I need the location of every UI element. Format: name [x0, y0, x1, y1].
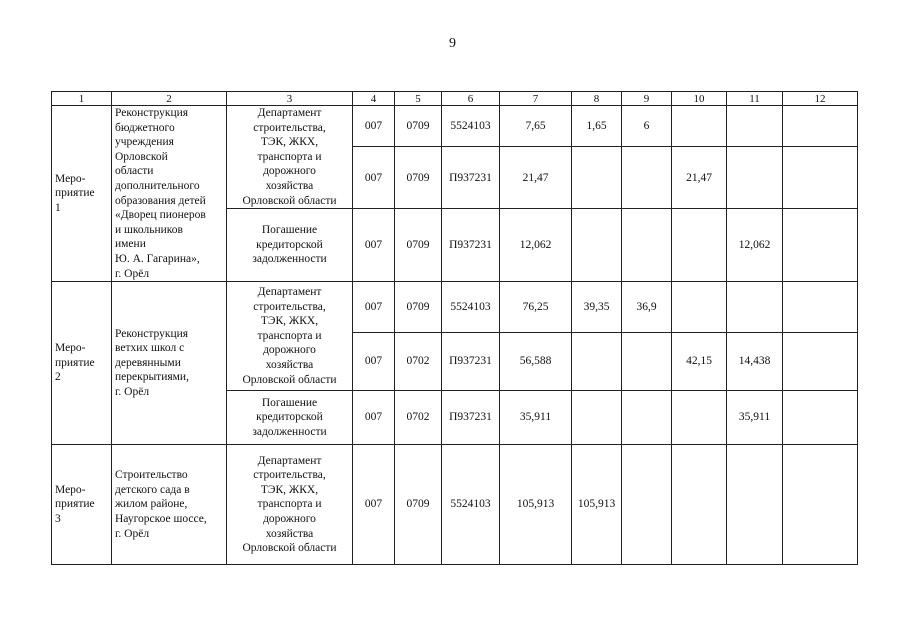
department-cell: Погашение кредиторской задолженности: [227, 391, 353, 445]
cell: 12,062: [727, 209, 783, 282]
cell: П937231: [442, 391, 500, 445]
col-header: 1: [52, 92, 112, 106]
col-header: 3: [227, 92, 353, 106]
department-cell: Департамент строительства, ТЭК, ЖКХ, транспорта и дорожного хозяйства Орловской области: [227, 106, 353, 209]
cell: 76,25: [500, 282, 572, 333]
table-row: [52, 106, 858, 147]
cell: [727, 106, 783, 147]
cell: [783, 147, 858, 209]
cell: [783, 282, 858, 333]
col-header: 4: [353, 92, 395, 106]
cell: [622, 445, 672, 565]
cell: [622, 209, 672, 282]
cell: [672, 445, 727, 565]
table-row: [52, 445, 858, 565]
cell: 56,588: [500, 333, 572, 391]
cell: [783, 391, 858, 445]
cell: 0709: [395, 147, 442, 209]
cell: 0709: [395, 282, 442, 333]
cell: [783, 333, 858, 391]
col-header: 2: [112, 92, 227, 106]
event-label: Меро- приятие 3: [52, 445, 112, 565]
cell: 0702: [395, 333, 442, 391]
col-header: 6: [442, 92, 500, 106]
cell: П937231: [442, 209, 500, 282]
cell: П937231: [442, 147, 500, 209]
cell: [727, 445, 783, 565]
cell: [572, 333, 622, 391]
cell: [783, 445, 858, 565]
event-description: Реконструкция ветхих школ с деревянными перекрытиями, г. Орёл: [112, 282, 227, 445]
cell: [727, 147, 783, 209]
cell: [672, 209, 727, 282]
cell: 14,438: [727, 333, 783, 391]
col-header: 10: [672, 92, 727, 106]
col-header: 7: [500, 92, 572, 106]
cell: 105,913: [572, 445, 622, 565]
cell: 0702: [395, 391, 442, 445]
cell: 007: [353, 333, 395, 391]
header-row: [52, 92, 858, 106]
col-header: 5: [395, 92, 442, 106]
cell: 7,65: [500, 106, 572, 147]
cell: П937231: [442, 333, 500, 391]
cell: 5524103: [442, 106, 500, 147]
cell: 007: [353, 282, 395, 333]
cell: [783, 106, 858, 147]
cell: 007: [353, 445, 395, 565]
cell: 007: [353, 147, 395, 209]
cell: 21,47: [500, 147, 572, 209]
cell: [572, 391, 622, 445]
department-cell: Департамент строительства, ТЭК, ЖКХ, транспорта и дорожного хозяйства Орловской области: [227, 445, 353, 565]
col-header: 8: [572, 92, 622, 106]
cell: 007: [353, 391, 395, 445]
event-label: Меро- приятие 2: [52, 282, 112, 445]
cell: [727, 282, 783, 333]
cell: 0709: [395, 209, 442, 282]
department-cell: Департамент строительства, ТЭК, ЖКХ, транспорта и дорожного хозяйства Орловской области: [227, 282, 353, 391]
cell: 1,65: [572, 106, 622, 147]
cell: 007: [353, 209, 395, 282]
cell: [672, 106, 727, 147]
cell: 0709: [395, 445, 442, 565]
table-row: [52, 282, 858, 333]
cell: 12,062: [500, 209, 572, 282]
event-description: Реконструкция бюджетного учреждения Орловской области дополнительного образования детей «Дворец пионеров и школьников имени Ю. А. Гагарина», г. Орёл: [112, 106, 227, 282]
cell: [622, 333, 672, 391]
cell: 21,47: [672, 147, 727, 209]
event-description: Строительство детского сада в жилом районе, Наугорское шоссе, г. Орёл: [112, 445, 227, 565]
col-header: 11: [727, 92, 783, 106]
cell: 36,9: [622, 282, 672, 333]
cell: [672, 282, 727, 333]
cell: 39,35: [572, 282, 622, 333]
cell: 5524103: [442, 445, 500, 565]
cell: 35,911: [500, 391, 572, 445]
cell: 0709: [395, 106, 442, 147]
cell: 5524103: [442, 282, 500, 333]
event-label: Меро- приятие 1: [52, 106, 112, 282]
cell: 6: [622, 106, 672, 147]
col-header: 9: [622, 92, 672, 106]
cell: 007: [353, 106, 395, 147]
cell: [672, 391, 727, 445]
cell: [622, 147, 672, 209]
cell: 42,15: [672, 333, 727, 391]
page-number: 9: [449, 36, 456, 51]
cell: 105,913: [500, 445, 572, 565]
col-header: 12: [783, 92, 858, 106]
department-cell: Погашение кредиторской задолженности: [227, 209, 353, 282]
cell: [622, 391, 672, 445]
cell: 35,911: [727, 391, 783, 445]
cell: [572, 147, 622, 209]
budget-table: [51, 91, 858, 565]
cell: [783, 209, 858, 282]
cell: [572, 209, 622, 282]
